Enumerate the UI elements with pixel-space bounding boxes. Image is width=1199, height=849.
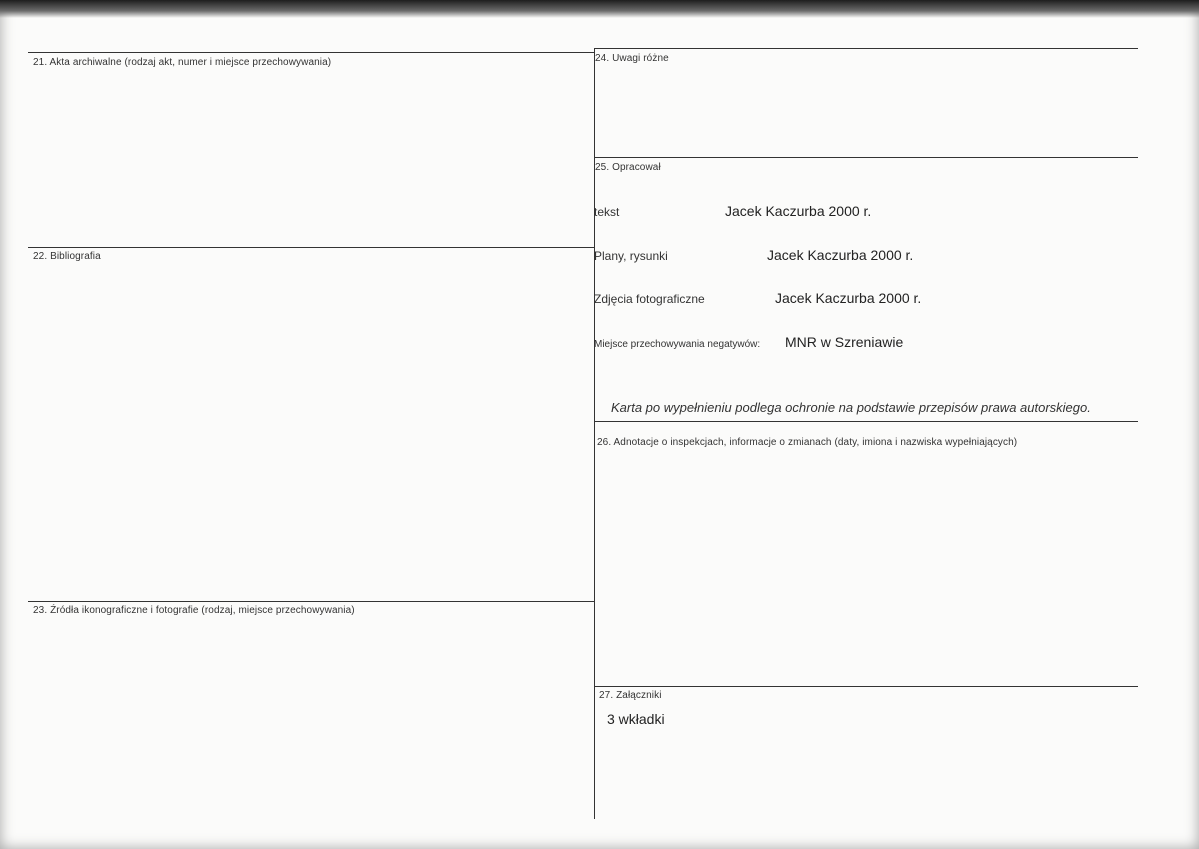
tekst-label: tekst xyxy=(594,205,620,219)
field-22-label: 22. Bibliografia xyxy=(33,251,101,262)
negatywy-label: Miejsce przechowywania negatywów: xyxy=(594,339,761,350)
plany-value: Jacek Kaczurba 2000 r. xyxy=(767,247,914,263)
rule-27 xyxy=(594,686,1138,687)
field-25-label: 25. Opracował xyxy=(595,162,661,173)
field-23-label: 23. Źródła ikonograficzne i fotografie (rodzaj, miejsce przechowywania) xyxy=(33,605,355,616)
rule-23 xyxy=(28,601,594,602)
scan-edge xyxy=(0,0,1199,18)
attachments-value: 3 wkładki xyxy=(607,711,665,727)
negatywy-value: MNR w Szreniawie xyxy=(785,334,904,350)
plany-label: Plany, rysunki xyxy=(594,249,668,263)
tekst-value: Jacek Kaczurba 2000 r. xyxy=(725,203,872,219)
field-27-label: 27. Załączniki xyxy=(599,690,662,701)
rule-26 xyxy=(594,421,1138,422)
zdjecia-value: Jacek Kaczurba 2000 r. xyxy=(775,290,922,306)
rule-25 xyxy=(594,157,1138,158)
field-21-label: 21. Akta archiwalne (rodzaj akt, numer i miejsce przechowywania) xyxy=(33,57,332,68)
zdjecia-label: Zdjęcia fotograficzne xyxy=(594,292,705,306)
rule-21 xyxy=(28,52,594,53)
rule-22 xyxy=(28,247,594,248)
field-26-label: 26. Adnotacje o inspekcjach, informacje o zmianach (daty, imiona i nazwiska wypełniających) xyxy=(597,437,1018,448)
rule-24 xyxy=(594,48,1138,49)
copyright-notice: Karta po wypełnieniu podlega ochronie na podstawie przepisów prawa autorskiego. xyxy=(611,400,1091,415)
field-24-label: 24. Uwagi różne xyxy=(595,53,669,64)
